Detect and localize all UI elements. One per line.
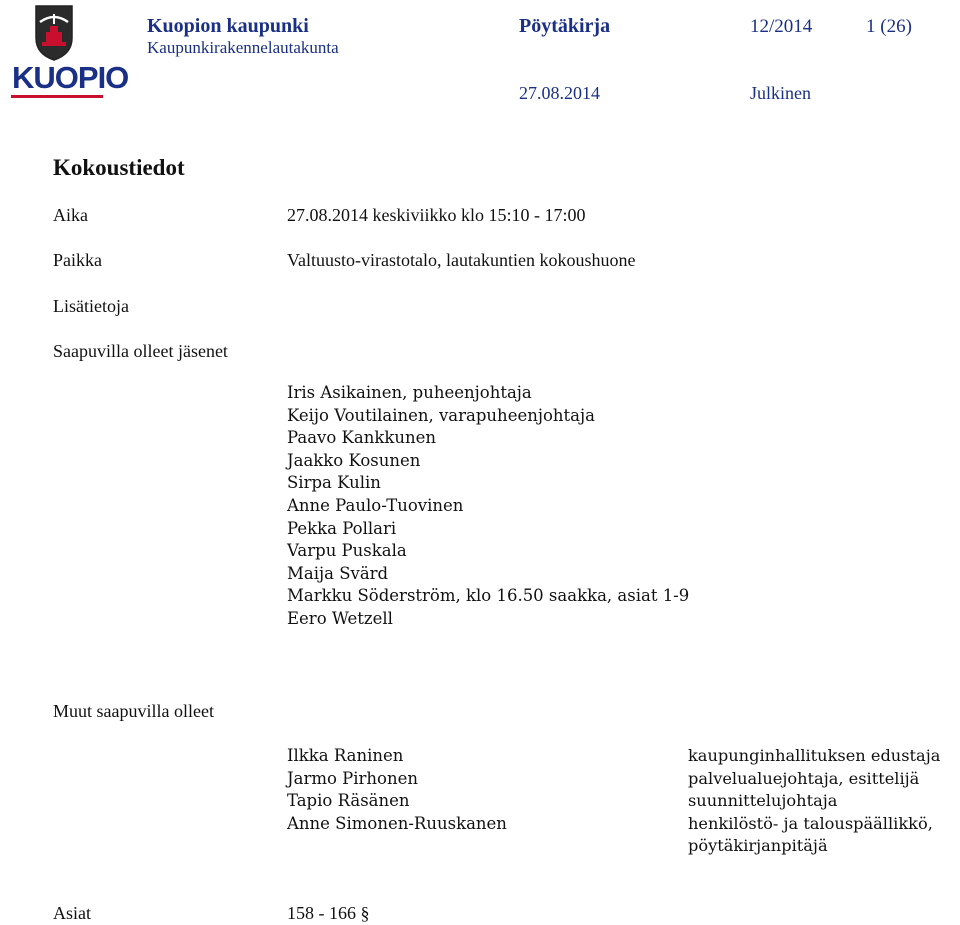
list-item: Varpu Puskala (287, 541, 407, 561)
time-label: Aika (53, 205, 88, 225)
members-label: Saapuvilla olleet jäsenet (53, 341, 228, 361)
members-list (287, 382, 689, 631)
coat-of-arms-icon (6, 2, 102, 64)
list-item: Eero Wetzell (287, 608, 393, 628)
list-item: pöytäkirjanpitäjä (688, 836, 828, 856)
list-item: Ilkka Raninen (287, 746, 404, 765)
list-item: henkilöstö- ja talouspäällikkö, (688, 813, 933, 833)
list-item: Maija Svärd (287, 563, 389, 583)
info-label: Lisätietoja (53, 296, 129, 316)
matters-label: Asiat (53, 903, 91, 923)
list-item: Iris Asikainen, puheenjohtaja (287, 383, 532, 402)
others-label: Muut saapuvilla olleet (53, 701, 214, 721)
meeting-date: 27.08.2014 (519, 83, 600, 103)
visibility-status: Julkinen (750, 83, 811, 103)
others-roles-list (688, 745, 940, 858)
list-item: Anne Paulo-Tuovinen (287, 495, 464, 515)
city-logo (6, 2, 129, 102)
doc-type: Pöytäkirja (519, 15, 611, 37)
org-unit: Kaupunkirakennelautakunta (147, 38, 339, 57)
list-item: suunnittelujohtaja (688, 791, 838, 811)
place-value: Valtuusto-virastotalo, lautakuntien kokoushuone (287, 250, 636, 270)
list-item: Anne Simonen-Ruuskanen (287, 813, 507, 833)
page-number: 1 (26) (866, 16, 912, 37)
list-item: Tapio Räsänen (287, 791, 410, 811)
section-title: Kokoustiedot (53, 155, 185, 180)
others-names-list (287, 745, 507, 835)
logo-underline (11, 95, 103, 98)
list-item: Jarmo Pirhonen (287, 768, 419, 788)
list-item: kaupunginhallituksen edustaja (688, 746, 941, 765)
list-item: Markku Söderström, klo 16.50 saakka, asiat 1-9 (287, 586, 690, 606)
list-item: Pekka Pollari (287, 518, 397, 538)
time-value: 27.08.2014 keskiviikko klo 15:10 - 17:00 (287, 205, 586, 225)
list-item: Jaakko Kosunen (287, 450, 421, 470)
list-item: Keijo Voutilainen, varapuheenjohtaja (287, 405, 595, 425)
list-item: Paavo Kankkunen (287, 428, 436, 448)
matters-value: 158 - 166 § (287, 903, 370, 923)
list-item: Sirpa Kulin (287, 473, 381, 493)
logo-wordmark: KUOPIO (12, 60, 129, 95)
org-name: Kuopion kaupunki (147, 15, 309, 37)
place-label: Paikka (53, 250, 102, 270)
list-item: palvelualuejohtaja, esittelijä (688, 768, 920, 788)
doc-number: 12/2014 (750, 16, 813, 37)
